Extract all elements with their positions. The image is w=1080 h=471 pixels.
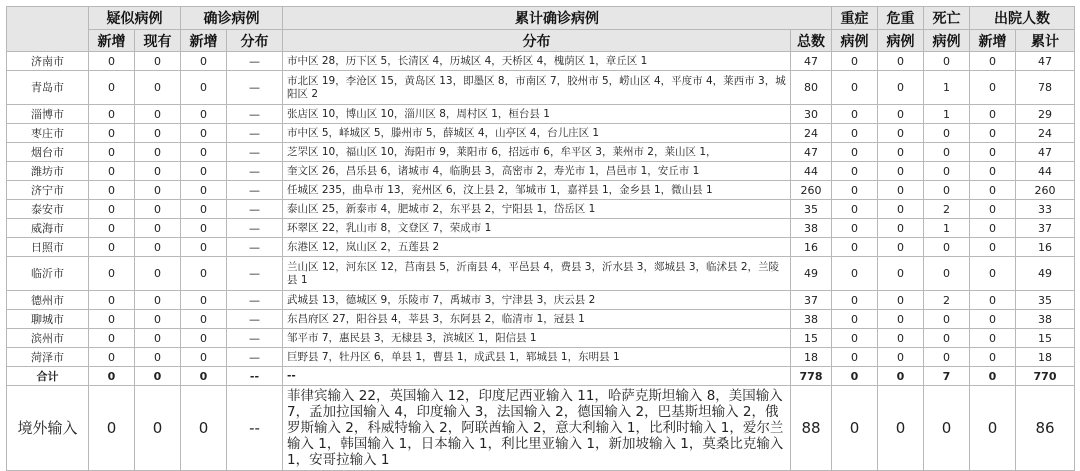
death-cell: 1 (924, 105, 970, 124)
city-cell: 菏泽市 (7, 348, 89, 367)
header-critical-cases: 病例 (878, 30, 924, 52)
header-discharged: 出院人数 (970, 7, 1075, 30)
cumulative-total-cell: 47 (791, 143, 832, 162)
table-row (7, 348, 1075, 367)
cumulative-distribution-cell: 兰山区 12，河东区 12，莒南县 5，沂南县 4，平邑县 4，费县 3，沂水县 3，郯城县 3，临沭县 2，兰陵县 1 (283, 257, 791, 291)
discharged-new-cell: 0 (970, 162, 1016, 181)
header-cumulative-distribution: 分布 (283, 30, 791, 52)
suspected-new-cell: 0 (89, 162, 135, 181)
confirmed-new-cell: 0 (181, 143, 227, 162)
death-cell: 7 (924, 367, 970, 386)
table-body (7, 52, 1075, 471)
confirmed-distribution-cell: — (227, 143, 283, 162)
city-cell: 枣庄市 (7, 124, 89, 143)
confirmed-distribution-cell: — (227, 162, 283, 181)
death-cell: 2 (924, 200, 970, 219)
severe-cell: 0 (832, 367, 878, 386)
city-cell: 日照市 (7, 238, 89, 257)
cumulative-total-cell: 47 (791, 52, 832, 71)
critical-cell: 0 (878, 219, 924, 238)
header-confirmed-new: 新增 (181, 30, 227, 52)
discharged-cumulative-cell: 38 (1016, 310, 1075, 329)
severe-cell: 0 (832, 257, 878, 291)
discharged-cumulative-cell: 78 (1016, 71, 1075, 105)
header-suspected-current: 现有 (135, 30, 181, 52)
cumulative-total-cell: 88 (791, 386, 832, 471)
discharged-new-cell: 0 (970, 238, 1016, 257)
critical-cell: 0 (878, 386, 924, 471)
death-cell: 0 (924, 238, 970, 257)
header-severe-cases: 病例 (832, 30, 878, 52)
header-suspected: 疑似病例 (89, 7, 181, 30)
cumulative-distribution-cell: 市北区 19，李沧区 15，黄岛区 13，即墨区 8，市南区 7，胶州市 5，崂山区 4，平度市 4，莱西市 3，城阳区 2 (283, 71, 791, 105)
death-cell: 1 (924, 71, 970, 105)
header-discharged-cumulative: 累计 (1016, 30, 1075, 52)
discharged-new-cell: 0 (970, 71, 1016, 105)
confirmed-distribution-cell: — (227, 310, 283, 329)
discharged-cumulative-cell: 260 (1016, 181, 1075, 200)
table-row (7, 329, 1075, 348)
suspected-current-cell: 0 (135, 329, 181, 348)
confirmed-new-cell: 0 (181, 71, 227, 105)
critical-cell: 0 (878, 105, 924, 124)
suspected-current-cell: 0 (135, 124, 181, 143)
suspected-current-cell: 0 (135, 105, 181, 124)
overseas-row (7, 386, 1075, 471)
suspected-current-cell: 0 (135, 200, 181, 219)
suspected-current-cell: 0 (135, 219, 181, 238)
confirmed-distribution-cell: -- (227, 386, 283, 471)
discharged-cumulative-cell: 24 (1016, 124, 1075, 143)
death-cell: 0 (924, 143, 970, 162)
confirmed-distribution-cell: -- (227, 367, 283, 386)
discharged-cumulative-cell: 770 (1016, 367, 1075, 386)
discharged-new-cell: 0 (970, 52, 1016, 71)
discharged-new-cell: 0 (970, 257, 1016, 291)
confirmed-new-cell: 0 (181, 124, 227, 143)
suspected-new-cell: 0 (89, 52, 135, 71)
suspected-new-cell: 0 (89, 257, 135, 291)
confirmed-new-cell: 0 (181, 181, 227, 200)
confirmed-new-cell: 0 (181, 52, 227, 71)
discharged-new-cell: 0 (970, 291, 1016, 310)
severe-cell: 0 (832, 219, 878, 238)
death-cell: 0 (924, 124, 970, 143)
cumulative-total-cell: 15 (791, 329, 832, 348)
confirmed-new-cell: 0 (181, 367, 227, 386)
suspected-current-cell: 0 (135, 238, 181, 257)
cumulative-total-cell: 35 (791, 200, 832, 219)
confirmed-distribution-cell: — (227, 348, 283, 367)
death-cell: 0 (924, 348, 970, 367)
discharged-cumulative-cell: 15 (1016, 329, 1075, 348)
confirmed-distribution-cell: — (227, 291, 283, 310)
cumulative-distribution-cell: 奎文区 26，昌乐县 6，诸城市 4，临朐县 3，高密市 2，寿光市 1，昌邑市 1，安丘市 1 (283, 162, 791, 181)
cumulative-distribution-cell: 菲律宾输入 22，英国输入 12，印度尼西亚输入 11，哈萨克斯坦输入 8，美国输入 7，孟加拉国输入 4，印度输入 3，法国输入 2，德国输入 2，巴基斯坦输入 2，俄罗斯输入 2，科威特输入 2，阿联酋输入 2，意大利输入 1，比利时输入 1，爱尔兰输入 1，韩国输入 1，日本输入 1，利比里亚输入 1，新加坡输入 1，莫桑比克输入 1，安哥拉输入 1 (283, 386, 791, 471)
city-cell: 淄博市 (7, 105, 89, 124)
header-city-blank (7, 7, 89, 52)
critical-cell: 0 (878, 143, 924, 162)
table-row (7, 181, 1075, 200)
suspected-new-cell: 0 (89, 291, 135, 310)
discharged-cumulative-cell: 44 (1016, 162, 1075, 181)
total-row (7, 367, 1075, 386)
city-cell: 合计 (7, 367, 89, 386)
table-row (7, 71, 1075, 105)
header-death: 死亡 (924, 7, 970, 30)
severe-cell: 0 (832, 386, 878, 471)
severe-cell: 0 (832, 162, 878, 181)
discharged-new-cell: 0 (970, 348, 1016, 367)
cumulative-total-cell: 16 (791, 238, 832, 257)
cumulative-distribution-cell: 张店区 10，博山区 10，淄川区 8，周村区 1，桓台县 1 (283, 105, 791, 124)
discharged-cumulative-cell: 37 (1016, 219, 1075, 238)
city-cell: 滨州市 (7, 329, 89, 348)
death-cell: 0 (924, 52, 970, 71)
cumulative-total-cell: 38 (791, 310, 832, 329)
discharged-new-cell: 0 (970, 329, 1016, 348)
city-cell: 烟台市 (7, 143, 89, 162)
cumulative-distribution-cell: 邹平市 7，惠民县 3，无棣县 3，滨城区 1，阳信县 1 (283, 329, 791, 348)
cumulative-total-cell: 18 (791, 348, 832, 367)
discharged-new-cell: 0 (970, 310, 1016, 329)
confirmed-distribution-cell: — (227, 219, 283, 238)
city-cell: 济南市 (7, 52, 89, 71)
suspected-current-cell: 0 (135, 348, 181, 367)
city-cell: 德州市 (7, 291, 89, 310)
cumulative-distribution-cell: 巨野县 7，牡丹区 6，单县 1，曹县 1，成武县 1，郓城县 1，东明县 1 (283, 348, 791, 367)
cumulative-distribution-cell: 任城区 235，曲阜市 13，兖州区 6，汶上县 2，邹城市 1，嘉祥县 1，金乡县 1，微山县 1 (283, 181, 791, 200)
table-row (7, 105, 1075, 124)
discharged-cumulative-cell: 49 (1016, 257, 1075, 291)
critical-cell: 0 (878, 257, 924, 291)
suspected-current-cell: 0 (135, 143, 181, 162)
death-cell: 1 (924, 219, 970, 238)
table-header (7, 7, 1075, 52)
cumulative-total-cell: 24 (791, 124, 832, 143)
suspected-current-cell: 0 (135, 367, 181, 386)
severe-cell: 0 (832, 124, 878, 143)
death-cell: 0 (924, 329, 970, 348)
confirmed-new-cell: 0 (181, 310, 227, 329)
critical-cell: 0 (878, 329, 924, 348)
critical-cell: 0 (878, 348, 924, 367)
table-row (7, 238, 1075, 257)
city-cell: 泰安市 (7, 200, 89, 219)
table-row (7, 257, 1075, 291)
confirmed-distribution-cell: — (227, 181, 283, 200)
header-severe: 重症 (832, 7, 878, 30)
death-cell: 0 (924, 257, 970, 291)
confirmed-distribution-cell: — (227, 200, 283, 219)
city-cell: 威海市 (7, 219, 89, 238)
death-cell: 0 (924, 310, 970, 329)
discharged-cumulative-cell: 86 (1016, 386, 1075, 471)
critical-cell: 0 (878, 238, 924, 257)
confirmed-distribution-cell: — (227, 238, 283, 257)
confirmed-new-cell: 0 (181, 219, 227, 238)
confirmed-distribution-cell: — (227, 124, 283, 143)
critical-cell: 0 (878, 291, 924, 310)
confirmed-distribution-cell: — (227, 105, 283, 124)
table-row (7, 200, 1075, 219)
header-death-cases: 病例 (924, 30, 970, 52)
suspected-current-cell: 0 (135, 52, 181, 71)
severe-cell: 0 (832, 200, 878, 219)
discharged-new-cell: 0 (970, 386, 1016, 471)
suspected-new-cell: 0 (89, 200, 135, 219)
header-discharged-new: 新增 (970, 30, 1016, 52)
critical-cell: 0 (878, 181, 924, 200)
header-cumulative-total: 总数 (791, 30, 832, 52)
severe-cell: 0 (832, 143, 878, 162)
suspected-current-cell: 0 (135, 310, 181, 329)
cumulative-total-cell: 260 (791, 181, 832, 200)
table-row (7, 291, 1075, 310)
suspected-current-cell: 0 (135, 257, 181, 291)
critical-cell: 0 (878, 310, 924, 329)
suspected-current-cell: 0 (135, 162, 181, 181)
cumulative-distribution-cell: 环翠区 22，乳山市 8，文登区 7，荣成市 1 (283, 219, 791, 238)
suspected-new-cell: 0 (89, 238, 135, 257)
severe-cell: 0 (832, 105, 878, 124)
city-cell: 青岛市 (7, 71, 89, 105)
confirmed-new-cell: 0 (181, 257, 227, 291)
city-cell: 聊城市 (7, 310, 89, 329)
cumulative-distribution-cell: 市中区 5，峄城区 5，滕州市 5，薛城区 4，山亭区 4，台儿庄区 1 (283, 124, 791, 143)
suspected-current-cell: 0 (135, 181, 181, 200)
suspected-new-cell: 0 (89, 310, 135, 329)
discharged-new-cell: 0 (970, 105, 1016, 124)
suspected-current-cell: 0 (135, 291, 181, 310)
cumulative-total-cell: 37 (791, 291, 832, 310)
severe-cell: 0 (832, 329, 878, 348)
discharged-new-cell: 0 (970, 143, 1016, 162)
discharged-cumulative-cell: 18 (1016, 348, 1075, 367)
suspected-current-cell: 0 (135, 71, 181, 105)
suspected-new-cell: 0 (89, 329, 135, 348)
cumulative-distribution-cell: 武城县 13，德城区 9，乐陵市 7，禹城市 3，宁津县 3，庆云县 2 (283, 291, 791, 310)
cumulative-total-cell: 44 (791, 162, 832, 181)
discharged-new-cell: 0 (970, 219, 1016, 238)
city-cell: 境外输入 (7, 386, 89, 471)
header-critical: 危重 (878, 7, 924, 30)
discharged-cumulative-cell: 29 (1016, 105, 1075, 124)
confirmed-new-cell: 0 (181, 348, 227, 367)
city-cell: 济宁市 (7, 181, 89, 200)
cumulative-total-cell: 778 (791, 367, 832, 386)
cumulative-distribution-cell: 东昌府区 27，阳谷县 4，莘县 3，东阿县 2，临清市 1，冠县 1 (283, 310, 791, 329)
header-cumulative: 累计确诊病例 (283, 7, 832, 30)
discharged-new-cell: 0 (970, 124, 1016, 143)
confirmed-new-cell: 0 (181, 291, 227, 310)
death-cell: 0 (924, 181, 970, 200)
death-cell: 2 (924, 291, 970, 310)
cumulative-distribution-cell: 东港区 12，岚山区 2，五莲县 2 (283, 238, 791, 257)
confirmed-new-cell: 0 (181, 329, 227, 348)
suspected-new-cell: 0 (89, 367, 135, 386)
discharged-cumulative-cell: 33 (1016, 200, 1075, 219)
severe-cell: 0 (832, 291, 878, 310)
cumulative-total-cell: 30 (791, 105, 832, 124)
discharged-cumulative-cell: 16 (1016, 238, 1075, 257)
suspected-new-cell: 0 (89, 71, 135, 105)
header-confirmed-distribution: 分布 (227, 30, 283, 52)
critical-cell: 0 (878, 52, 924, 71)
table-row (7, 162, 1075, 181)
table-row (7, 310, 1075, 329)
city-cell: 潍坊市 (7, 162, 89, 181)
suspected-new-cell: 0 (89, 181, 135, 200)
discharged-cumulative-cell: 47 (1016, 52, 1075, 71)
death-cell: 0 (924, 386, 970, 471)
severe-cell: 0 (832, 238, 878, 257)
confirmed-new-cell: 0 (181, 200, 227, 219)
severe-cell: 0 (832, 348, 878, 367)
confirmed-distribution-cell: — (227, 329, 283, 348)
cumulative-total-cell: 80 (791, 71, 832, 105)
severe-cell: 0 (832, 52, 878, 71)
header-suspected-new: 新增 (89, 30, 135, 52)
table-row (7, 219, 1075, 238)
table-row (7, 143, 1075, 162)
cumulative-total-cell: 49 (791, 257, 832, 291)
cumulative-distribution-cell: -- (283, 367, 791, 386)
cumulative-distribution-cell: 泰山区 25，新泰市 4，肥城市 2，东平县 2，宁阳县 1，岱岳区 1 (283, 200, 791, 219)
discharged-new-cell: 0 (970, 200, 1016, 219)
discharged-new-cell: 0 (970, 367, 1016, 386)
critical-cell: 0 (878, 200, 924, 219)
confirmed-distribution-cell: — (227, 52, 283, 71)
suspected-new-cell: 0 (89, 124, 135, 143)
table-row (7, 124, 1075, 143)
confirmed-new-cell: 0 (181, 162, 227, 181)
confirmed-new-cell: 0 (181, 386, 227, 471)
table-row (7, 52, 1075, 71)
severe-cell: 0 (832, 71, 878, 105)
critical-cell: 0 (878, 124, 924, 143)
suspected-new-cell: 0 (89, 386, 135, 471)
cumulative-distribution-cell: 芝罘区 10，福山区 10，海阳市 9，莱阳市 6，招远市 6，牟平区 3，莱州市 2，莱山区 1， (283, 143, 791, 162)
suspected-new-cell: 0 (89, 219, 135, 238)
confirmed-new-cell: 0 (181, 238, 227, 257)
critical-cell: 0 (878, 367, 924, 386)
critical-cell: 0 (878, 162, 924, 181)
suspected-new-cell: 0 (89, 348, 135, 367)
city-cell: 临沂市 (7, 257, 89, 291)
confirmed-distribution-cell: — (227, 71, 283, 105)
death-cell: 0 (924, 162, 970, 181)
severe-cell: 0 (832, 181, 878, 200)
suspected-new-cell: 0 (89, 143, 135, 162)
discharged-new-cell: 0 (970, 181, 1016, 200)
discharged-cumulative-cell: 35 (1016, 291, 1075, 310)
confirmed-new-cell: 0 (181, 105, 227, 124)
confirmed-distribution-cell: — (227, 257, 283, 291)
critical-cell: 0 (878, 71, 924, 105)
cumulative-distribution-cell: 市中区 28，历下区 5，长清区 4，历城区 4，天桥区 4，槐荫区 1，章丘区 1 (283, 52, 791, 71)
suspected-current-cell: 0 (135, 386, 181, 471)
case-table (6, 6, 1075, 471)
suspected-new-cell: 0 (89, 105, 135, 124)
severe-cell: 0 (832, 310, 878, 329)
header-confirmed: 确诊病例 (181, 7, 283, 30)
discharged-cumulative-cell: 47 (1016, 143, 1075, 162)
cumulative-total-cell: 38 (791, 219, 832, 238)
